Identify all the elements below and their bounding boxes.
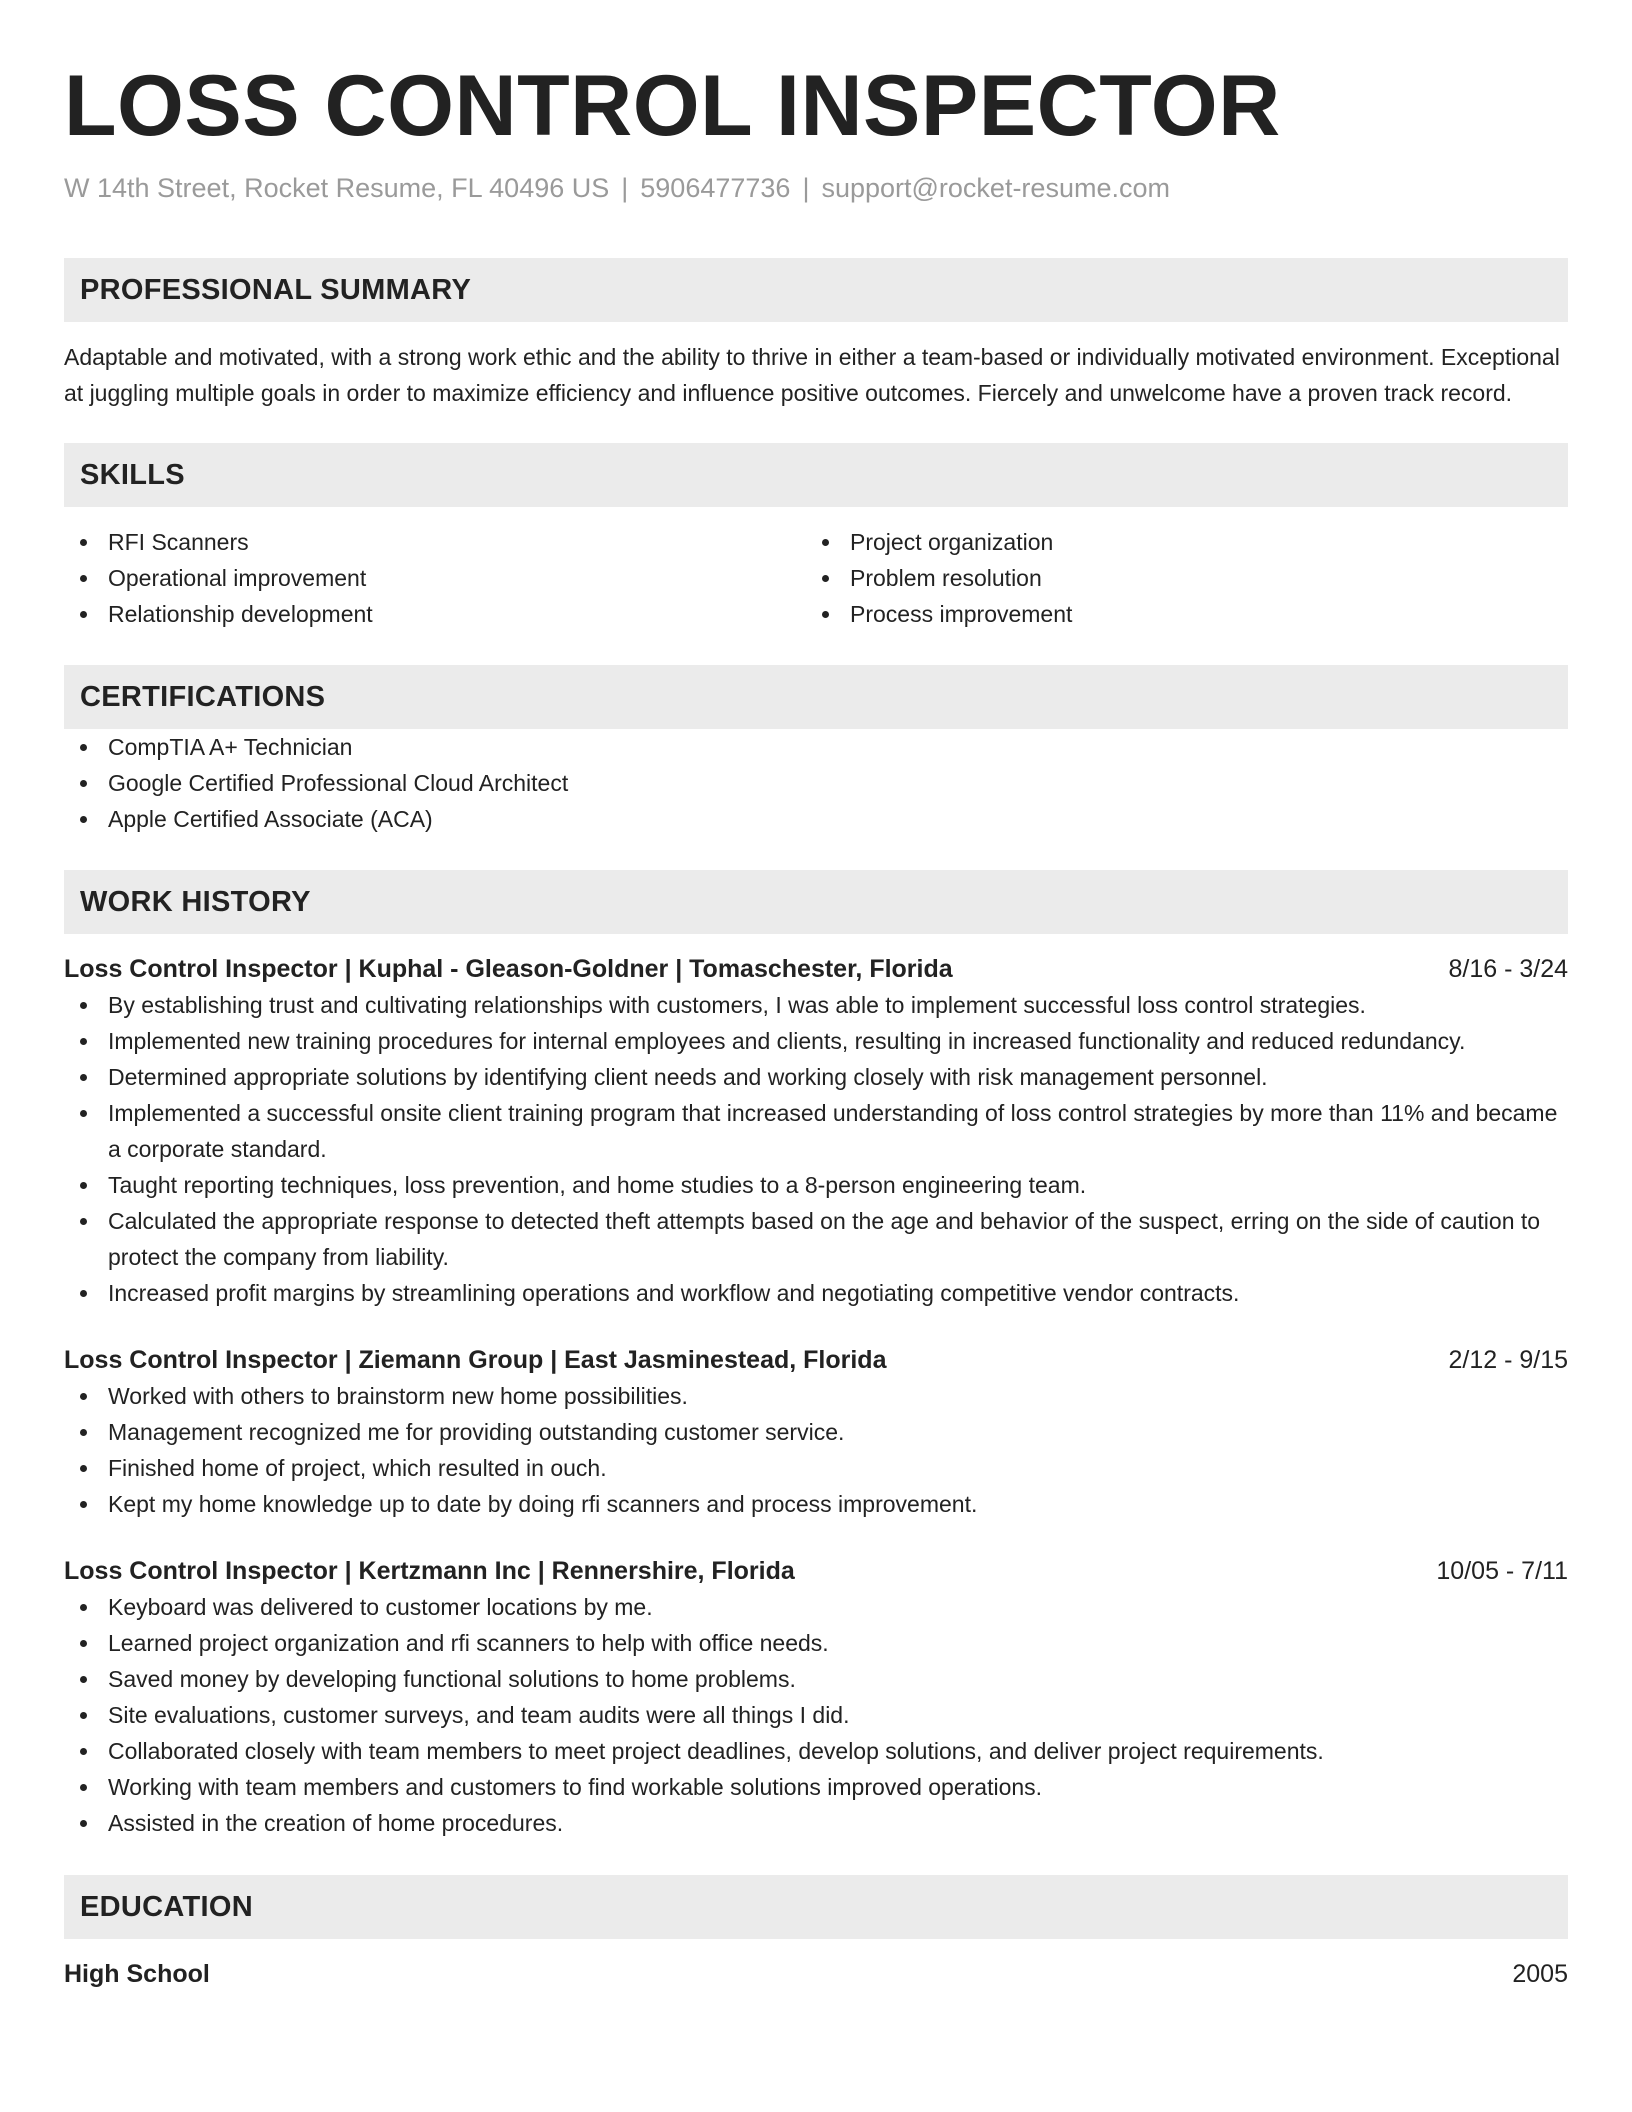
job-bullets <box>64 1378 1568 1522</box>
job-bullet: By establishing trust and cultivating relationships with customers, I was able to implement successful loss control strategies. <box>64 987 1568 1023</box>
section-heading-skills: SKILLS <box>64 443 1568 507</box>
job-bullet: Assisted in the creation of home procedures. <box>64 1805 1568 1841</box>
contact-line <box>64 170 1568 206</box>
skills-grid <box>64 524 1568 632</box>
job-entry <box>64 951 1568 1311</box>
job-bullet: Collaborated closely with team members to meet project deadlines, develop solutions, and deliver project requirements. <box>64 1733 1568 1769</box>
education-school: High School <box>64 1960 210 1988</box>
job-entry <box>64 1342 1568 1522</box>
job-bullet: Calculated the appropriate response to detected theft attempts based on the age and behavior of the suspect, erring on the side of caution to protect the company from liability. <box>64 1203 1568 1275</box>
skills-column-left <box>64 524 806 632</box>
job-bullet: Management recognized me for providing outstanding customer service. <box>64 1414 1568 1450</box>
candidate-name: LOSS CONTROL INSPECTOR <box>64 58 1281 154</box>
contact-separator: | <box>802 173 810 203</box>
section-heading-education: EDUCATION <box>64 1875 1568 1939</box>
job-bullet: Finished home of project, which resulted in ouch. <box>64 1450 1568 1486</box>
job-bullet: Keyboard was delivered to customer locations by me. <box>64 1589 1568 1625</box>
skill-item: Relationship development <box>64 596 806 632</box>
job-bullets <box>64 1589 1568 1841</box>
job-bullet: Site evaluations, customer surveys, and team audits were all things I did. <box>64 1697 1568 1733</box>
job-bullet: Implemented a successful onsite client training program that increased understanding of loss control strategies by more than 11% and became a corporate standard. <box>64 1095 1568 1167</box>
job-dates: 10/05 - 7/11 <box>1436 1557 1568 1585</box>
summary-text: Adaptable and motivated, with a strong work ethic and the ability to thrive in either a team-based or individually motivated environment. Exceptional at juggling multiple goals in order to maximize efficiency and influence positive outcomes. Fiercely and unwelcome have a proven track record. <box>64 344 1560 406</box>
section-heading-certifications: CERTIFICATIONS <box>64 665 1568 729</box>
job-bullet: Increased profit margins by streamlining operations and workflow and negotiating competitive vendor contracts. <box>64 1275 1568 1311</box>
contact-separator: | <box>621 173 629 203</box>
certifications-list <box>64 729 1568 837</box>
job-title: Loss Control Inspector | Kuphal - Gleason-Goldner | Tomaschester, Florida <box>64 955 953 983</box>
job-header <box>64 1553 1568 1589</box>
job-bullet: Learned project organization and rfi scanners to help with office needs. <box>64 1625 1568 1661</box>
section-heading-summary: PROFESSIONAL SUMMARY <box>64 258 1568 322</box>
certification-item: Google Certified Professional Cloud Architect <box>64 765 1568 801</box>
skill-item: Problem resolution <box>806 560 1548 596</box>
job-entry <box>64 1553 1568 1841</box>
job-header <box>64 951 1568 987</box>
skill-item: RFI Scanners <box>64 524 806 560</box>
job-title: Loss Control Inspector | Kertzmann Inc | Rennershire, Florida <box>64 1557 795 1585</box>
job-bullets <box>64 987 1568 1311</box>
skill-item: Operational improvement <box>64 560 806 596</box>
job-bullet: Taught reporting techniques, loss prevention, and home studies to a 8-person engineering team. <box>64 1167 1568 1203</box>
job-dates: 8/16 - 3/24 <box>1448 955 1568 983</box>
skills-column-right <box>806 524 1548 632</box>
certification-item: Apple Certified Associate (ACA) <box>64 801 1568 837</box>
job-bullet: Kept my home knowledge up to date by doing rfi scanners and process improvement. <box>64 1486 1568 1522</box>
job-bullet: Worked with others to brainstorm new home possibilities. <box>64 1378 1568 1414</box>
job-header <box>64 1342 1568 1378</box>
skill-item: Project organization <box>806 524 1548 560</box>
skill-item: Process improvement <box>806 596 1548 632</box>
education-year: 2005 <box>1512 1960 1568 1988</box>
certification-item: CompTIA A+ Technician <box>64 729 1568 765</box>
job-bullet: Saved money by developing functional solutions to home problems. <box>64 1661 1568 1697</box>
job-bullet: Determined appropriate solutions by identifying client needs and working closely with risk management personnel. <box>64 1059 1568 1095</box>
section-heading-work-history: WORK HISTORY <box>64 870 1568 934</box>
resume-page <box>64 0 1568 1992</box>
contact-email: support@rocket-resume.com <box>821 173 1170 203</box>
contact-address: W 14th Street, Rocket Resume, FL 40496 US <box>64 173 610 203</box>
job-dates: 2/12 - 9/15 <box>1448 1346 1568 1374</box>
job-bullet: Implemented new training procedures for internal employees and clients, resulting in increased functionality and reduced redundancy. <box>64 1023 1568 1059</box>
job-title: Loss Control Inspector | Ziemann Group | East Jasminestead, Florida <box>64 1346 887 1374</box>
contact-phone: 5906477736 <box>640 173 791 203</box>
job-bullet: Working with team members and customers to find workable solutions improved operations. <box>64 1769 1568 1805</box>
education-entry <box>64 1956 1568 1992</box>
